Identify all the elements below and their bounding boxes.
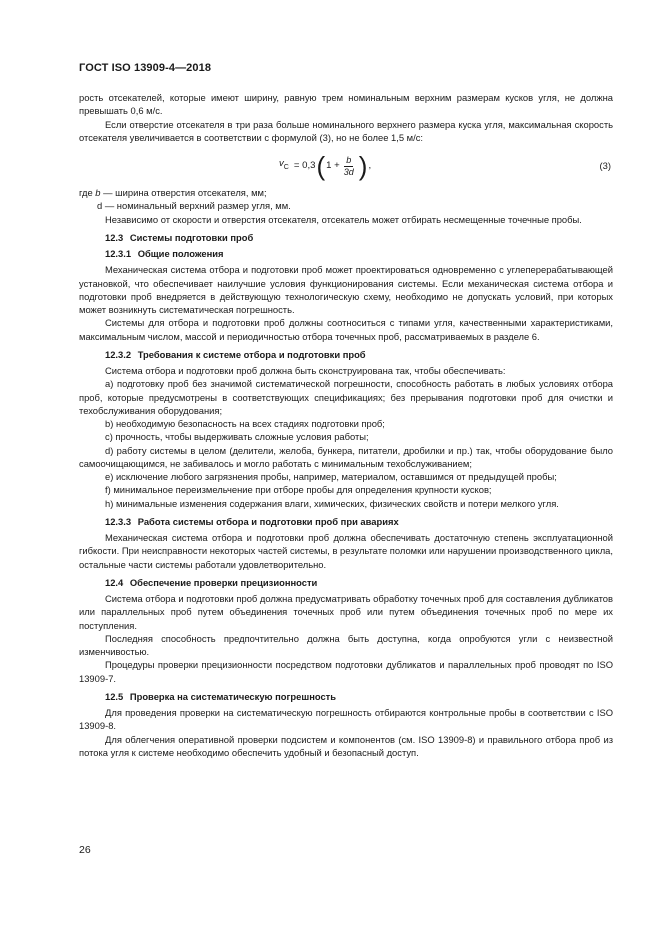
paragraph: Системы для отбора и подготовки проб должны соотноситься с типами угля, качественными характеристиками, максимальным числом, массой и периодичностью отбора точечных проб, рассматриваемых в разделе 6. — [79, 317, 613, 342]
paragraph: Процедуры проверки прецизионности посредством подготовки дубликатов и параллельных проб проводят по ISO 13909-7. — [79, 659, 613, 684]
section-heading-12-5: 12.5 Проверка на систематическую погрешность — [105, 690, 337, 702]
right-paren: ) — [358, 151, 368, 181]
paragraph: рость отсекателей, которые имеют ширину, равную трем номинальным верхним размерам кусков угля, не должна превышать 0,6 м/с. — [79, 92, 613, 117]
where-d: d — номинальный верхний размер угля, мм. — [97, 200, 291, 212]
where-b: где b — ширина отверстия отсекателя, мм; — [79, 187, 267, 198]
formula-trailing: , — [368, 160, 372, 172]
paragraph: Для проведения проверки на систематическую погрешность отбираются контрольные пробы в соответствии с ISO 13909-8. — [79, 707, 613, 732]
paragraph: Система отбора и подготовки проб должна предусматривать обработку точечных проб для составления дубликатов или параллельных проб путем объединения точечных проб или путем объединения точечных проб по мере их поступления. — [79, 593, 613, 631]
formula-number: (3) — [599, 160, 611, 171]
section-heading-12-3-3: 12.3.3 Работа системы отбора и подготовки проб при авариях — [105, 515, 399, 527]
paragraph: Механическая система отбора и подготовки проб должна обеспечивать достаточную степень эксплуатационной гибкости. При неисправности некоторых частей системы, в результате поломки или нарушении производственного цикла, остальные части системы работали удовлетворительно. — [79, 532, 613, 570]
page-body — [79, 91, 613, 759]
list-item: b) необходимую безопасность на всех стадиях подготовки проб; — [105, 418, 385, 429]
formula-expression — [279, 147, 371, 185]
page-number: 26 — [79, 844, 91, 856]
paragraph: Если отверстие отсекателя в три раза больше номинального верхнего размера куска угля, максимальная скорость отсекателя увеличивается в соответствии с формулой (3), но не более 1,5 м/с: — [79, 118, 613, 143]
standard-header: ГОСТ ISO 13909-4—2018 — [79, 62, 212, 74]
section-heading-12-3-2: 12.3.2 Требования к системе отбора и подготовки проб — [105, 348, 366, 360]
list-item: f) минимальное переизмельчение при отборе пробы для определения крупности кусков; — [105, 484, 492, 496]
list-item: a) подготовку проб без значимой систематической погрешности, способность работать в любых условиях отбора проб, которые предусмотрены в соответствующих спецификациях; без прерывания подготовки проб для очистки и техобслуживания оборудования; — [79, 378, 613, 416]
paragraph: Механическая система отбора и подготовки проб может проектироваться одновременно с углеперерабатывающей установкой, что обеспечивает наилучшие условия функционирования системы. Если механическая система отбора и подготовки проб внедряется в действующую технологическую схему, необходимо не допускать условий, при которых может возникнуть систематическая погрешность. — [79, 264, 613, 315]
formula-equals: = 0,3 — [293, 160, 316, 172]
section-heading-12-3: 12.3 Системы подготовки проб — [105, 231, 254, 243]
left-paren: ( — [316, 151, 326, 181]
list-item: d) работу системы в целом (делители, желоба, бункера, питатели, дробилки и пр.) так, чтобы оборудование было самоочищающимся, не забивалось и могло работать с минимальным техобслуживанием; — [79, 444, 613, 469]
formula-one-plus: 1 + — [326, 160, 340, 172]
list-item: c) прочность, чтобы выдерживать сложные условия работы; — [105, 431, 369, 443]
list-item: h) минимальные изменения содержания влаги, химических, физических свойств и потери мелкого угля. — [105, 497, 559, 509]
paragraph: Независимо от скорости и отверстия отсекателя, отсекатель может отбирать несмещенные точечные пробы. — [105, 213, 582, 225]
section-heading-12-3-1: 12.3.1 Общие положения — [105, 248, 224, 259]
fraction-numerator: b — [346, 154, 352, 165]
fraction-denominator: 3d — [343, 166, 354, 177]
formula-lhs: $v_C$ — [279, 158, 289, 172]
formula-fraction — [342, 155, 356, 178]
formula-3 — [79, 147, 613, 185]
section-heading-12-4: 12.4 Обеспечение проверки прецизионности — [105, 576, 318, 588]
paragraph: Последняя способность предпочтительно должна быть доступна, когда опробуются угли с неизвестной изменчивостью. — [79, 632, 613, 657]
list-item: e) исключение любого загрязнения пробы, например, материалом, оставшимся от предыдущей пробы; — [105, 471, 557, 482]
paragraph: Для облегчения оперативной проверки подсистем и компонентов (см. ISO 13909-8) и правильного отбора проб из потока угля к системе необходимо обеспечить удобный и безопасный доступ. — [79, 733, 613, 758]
paragraph: Система отбора и подготовки проб должна быть сконструирована так, чтобы обеспечивать: — [105, 365, 506, 376]
